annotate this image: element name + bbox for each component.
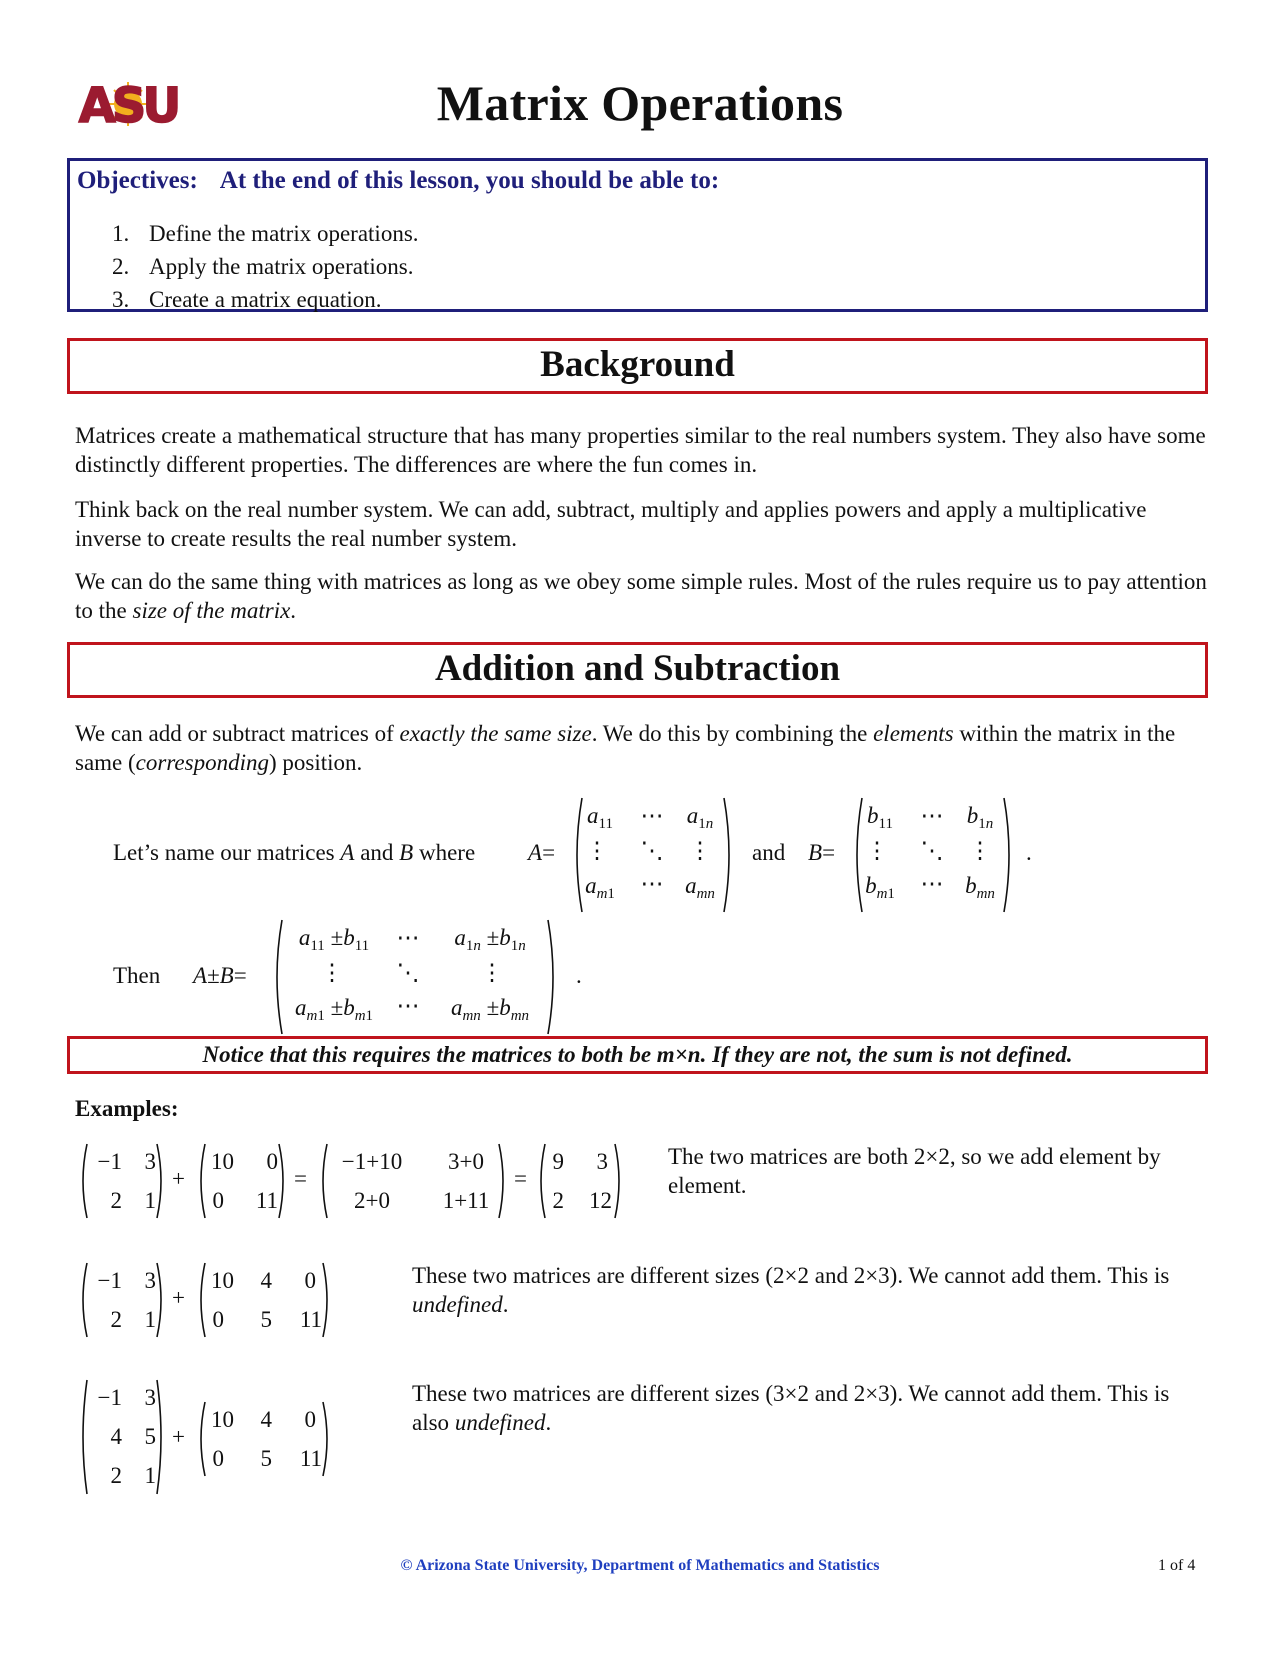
symbol: A [528,840,543,865]
matrix-entry: 2 [110,1463,122,1488]
matrix-dots: ⋮ [688,838,712,863]
text-run: where [413,840,476,865]
matrix-entry: 4 [260,1407,272,1432]
ex2-explanation [412,1261,1212,1319]
footer-copyright: © Arizona State University, Department of Mathematics and Statistics [400,1557,880,1574]
plus-sign: + [172,1166,185,1191]
matrix-entry: 3+0 [448,1149,484,1174]
objectives-list [112,217,419,316]
section-header-background: Background [67,338,1208,394]
text-run: . [502,1292,509,1317]
matrix-entry: $a_{1n} \pm b_{1n}$ [454,925,526,954]
ex1-matrix-4 [536,1142,624,1220]
matrix-entry: 9 [552,1149,564,1174]
matrix-entry: 5 [260,1446,272,1471]
text-run: and [354,840,400,865]
matrix-entry: 12 [589,1188,612,1213]
matrix-dots: ⋯ [640,803,664,828]
text-run: Let’s name our matrices [113,840,341,865]
text-run: . We do this by combining the [591,721,874,746]
background-paragraph-3 [75,567,1210,625]
symbol: A [340,840,355,865]
equals-sign: = [542,840,556,865]
matrix-entry: 2 [110,1188,122,1213]
matrix-a-plus-minus-b [270,918,560,1036]
matrix-dots: ⋮ [585,838,609,863]
matrix-entry: $a_{m1} \pm b_{m1}$ [294,995,374,1024]
matrix-entry: 0 [212,1446,224,1471]
matrix-entry: 11 [299,1307,322,1332]
matrix-entry: 10 [211,1407,234,1432]
matrix-entry: $b_{11}$ [867,803,893,832]
list-item [112,250,419,283]
matrix-a [570,796,736,914]
matrix-dots: ⋮ [865,838,889,863]
equals-sign: = [822,840,836,865]
matrix-dots: ⋱ [640,838,664,863]
matrix-entry: $a_{mn}$ [685,873,715,902]
emphasis: undefined [412,1292,503,1317]
matrix-entry: 10 [211,1149,234,1174]
matrix-entry: 2 [110,1307,122,1332]
item-text: Define the matrix operations. [149,221,419,246]
objectives-intro: At the end of this lesson, you should be able to: [219,167,720,194]
matrix-entry: 0 [304,1407,316,1432]
matrix-entry: 4 [260,1268,272,1293]
matrix-dots: ⋮ [320,960,344,985]
item-number: 1. [112,221,130,246]
equals-sign: = [294,1166,307,1191]
section-header-addition: Addition and Subtraction [67,642,1208,698]
item-text: Apply the matrix operations. [149,254,414,279]
objectives-box [67,158,1208,312]
plus-sign: + [172,1285,185,1310]
matrix-entry: 0 [212,1188,224,1213]
matrix-entry: $a_{m1}$ [585,873,615,902]
emphasis: corresponding [135,750,269,775]
matrix-entry: 1 [144,1463,156,1488]
matrix-entry: $a_{11}$ [587,803,613,832]
matrix-entry: −1+10 [341,1149,403,1174]
matrix-entry: $b_{1n}$ [966,803,994,832]
ex1-matrix-2 [196,1142,288,1220]
matrix-dots: ⋱ [920,838,944,863]
list-item [112,217,419,250]
matrix-dots: ⋯ [920,871,944,896]
addition-paragraph [75,719,1210,777]
matrix-entry: −1 [97,1385,122,1410]
symbol: B [399,840,414,865]
objectives-heading [77,167,719,195]
emphasis: exactly the same size [399,721,592,746]
matrix-b [850,796,1016,914]
matrix-dots: ⋱ [396,960,420,985]
item-number: 2. [112,254,130,279]
equals-sign: = [233,963,247,988]
matrix-entry: 5 [144,1424,156,1449]
matrix-b-label [808,840,835,866]
emphasis: size of the matrix [132,598,291,623]
text-run: We can add or subtract matrices of [75,721,400,746]
matrix-entry: 5 [260,1307,272,1332]
ex1-explanation: The two matrices are both 2×2, so we add element by element. [668,1144,1161,1198]
symbol: A±B [193,963,234,988]
ex3-matrix-1 [78,1378,166,1496]
list-item [112,283,419,316]
emphasis: undefined [454,1410,546,1435]
matrix-entry: $b_{m1}$ [865,873,895,902]
matrix-entry: 1 [144,1307,156,1332]
emphasis: elements [873,721,954,746]
text-run: These two matrices are different sizes (2×2 and 2×3). We cannot add them. This is [412,1263,1170,1288]
period: . [1026,840,1032,865]
matrix-dots: ⋯ [920,803,944,828]
matrix-dots: ⋮ [480,960,504,985]
ex3-explanation [412,1379,1212,1437]
text-run: These two matrices are different sizes (3×2 and 2×3). We cannot add them. This is also [412,1381,1170,1435]
matrix-entry: −1 [97,1149,122,1174]
sum-label [193,963,247,989]
matrix-entry: $a_{mn} \pm b_{mn}$ [450,995,530,1024]
matrix-entry: 3 [144,1268,156,1293]
matrix-entry: $a_{1n}$ [686,803,714,832]
matrix-entry: 0 [304,1268,316,1293]
ex1-matrix-3 [318,1142,508,1220]
text-run: ) position. [268,750,363,775]
then-text: Then [113,963,161,988]
plus-sign: + [172,1424,185,1449]
matrix-dots: ⋯ [396,925,420,950]
ex2-matrix-1 [78,1261,166,1339]
text-run: We can do the same thing with matrices as long as we obey some simple rules. Most of the rules require us to pay attention to the [75,569,1207,623]
matrix-entry: 1+11 [442,1188,490,1213]
page-title: Matrix Operations [436,75,844,131]
equals-sign: = [514,1166,527,1191]
ex3-matrix-2 [196,1400,332,1478]
matrix-entry: 0 [212,1307,224,1332]
matrix-entry: 11 [299,1446,322,1471]
definition-intro [113,840,475,866]
ex2-matrix-2 [196,1261,332,1339]
matrix-entry: 2+0 [354,1188,390,1213]
matrix-dots: ⋯ [640,871,664,896]
matrix-entry: $a_{11} \pm b_{11}$ [298,925,370,954]
matrix-entry: 0 [266,1149,278,1174]
symbol: B [808,840,823,865]
matrix-entry: 3 [144,1149,156,1174]
matrix-entry: 1 [144,1188,156,1213]
item-number: 3. [112,287,130,312]
text-run: . [545,1410,552,1435]
objectives-label: Objectives: [77,167,198,194]
matrix-entry: 3 [144,1385,156,1410]
asu-logo-text: ASU [78,78,178,130]
matrix-entry: 4 [110,1424,122,1449]
text-run: . [290,598,297,623]
examples-label: Examples: [75,1096,179,1121]
background-paragraph-2: Think back on the real number system. We can add, subtract, multiply and applies powers and apply a multiplicative inverse to create results the real number system. [75,497,1147,551]
matrix-entry: 11 [255,1188,278,1213]
page-number: 1 of 4 [1158,1557,1196,1574]
period: . [576,963,582,988]
matrix-entry: $b_{mn}$ [965,873,995,902]
matrix-dots: ⋮ [968,838,992,863]
matrix-entry: 3 [596,1149,608,1174]
matrix-a-label [528,840,555,866]
matrix-dots: ⋯ [396,993,420,1018]
matrix-entry: 2 [552,1188,564,1213]
item-text: Create a matrix equation. [149,287,382,312]
text-run: within the matrix in the same ( [75,721,1176,775]
matrix-entry: 10 [211,1268,234,1293]
matrix-entry: −1 [97,1268,122,1293]
notice-box: Notice that this requires the matrices to both be m×n. If they are not, the sum is not defined. [67,1036,1208,1074]
background-paragraph-1: Matrices create a mathematical structure that has many properties similar to the real numbers system. They also have some distinctly different properties. The differences are where the fun comes in. [75,423,1206,477]
and-text: and [752,840,786,865]
ex1-matrix-1 [78,1142,166,1220]
